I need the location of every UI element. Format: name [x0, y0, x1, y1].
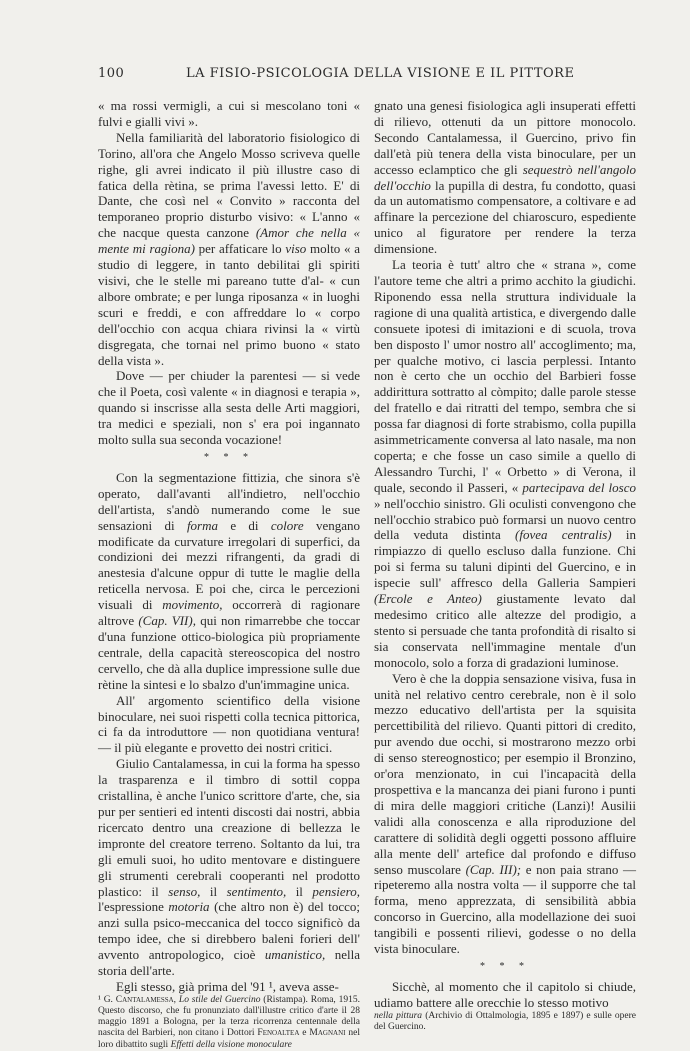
running-header [98, 66, 600, 84]
paragraph: « ma rossi vermigli, a cui si mescolano toni « fulvi e gialli vivi ». [98, 98, 360, 129]
paragraph: Nella familiarità del laboratorio fisiologico di Torino, all'ora che Angelo Mosso scriveva quelle righe, gli avrei indicato il più illustre caso di fatica della rètina, se prima l'avessi letto. E' di Dante, che così nel « Convito » racconta del temporaneo proprio disturbo visivo: « L'anno « che nacque questa canzone (Amor che nella « mente mi ragiona) per affaticare lo viso molto « a studio di leggere, in tanto debilitai gli spiriti visivi, che le stelle mi pareano tutte d'al- « cun albore ombrate; e per lunga riposanza « in luoghi scuri e freddi, e con affreddare lo « corpo dell'occhio con acqua chiara rivinsi la « virtù disgregata, che tornai nel primo buono « stato della vista ». [98, 129, 360, 368]
paragraph: gnato una genesi fisiologica agli insuperati effetti di rilievo, ottenuti da un pittore monocolo. Secondo Cantalamessa, il Guercino, privo fin dall'età più tenera della vista binoculare, per un accesso eclamptico che gli sequestrò nell'angolo dell'occhio la pupilla di destra, fu condotto, quasi da un automatismo compensatore, a coltivare e ad affinare la percezione del chiaroscuro, espediente unico al figuratore per rendere la terza dimensione. [374, 98, 636, 257]
paragraph: La teoria è tutt' altro che « strana », come l'autore teme che altri a primo acchito la giudichi. Riponendo essa nella struttura individuale la ragione di una qualità artistica, e divergendo dalle consuete ipotesi di imitazioni e di scuola, trova ben disposto l' umor nostro all' accoglimento; ma, per qualche motivo, ci lascia perplessi. Intanto non è certo che un occhio del Barbieri fosse addirittura sottratto al còmpito; dalle parole stesse del fratello e dai ritratti del tempo, sembra che si possa far diagnosi di forte strabismo, colla pupilla asimmetricamente conversa al lato nasale, ma non coperta; e che fosse un caso simile a quello di Alessandro Turchi, l' « Orbetto » di Verona, il quale, secondo il Passeri, « partecipava del losco » nell'occhio sinistro. Gli oculisti convengono che nell'occhio strabico può formarsi un nuovo centro della veduta distinta (fovea centralis) in rimpiazzo di quello escluso dalla funzione. Chi poi si ferma su taluni dipinti del Guercino, e in ispecie sull' affresco della Galleria Sampieri (Ercole e Anteo) giustamente levato dal medesimo critico alle altezze del prodigio, a stento si persuade che tanta profondità di risalto si sia conservata nell'immagine mentale d'un monocolo, solo a forza di gradazioni luminose. [374, 257, 636, 670]
running-title: LA FISIO-PSICOLOGIA DELLA VISIONE E IL PITTORE [186, 66, 575, 81]
paragraph: Giulio Cantalamessa, in cui la forma ha spesso la trasparenza e il timbro di sottil coppa cristallina, è anche l'unico scrittore d'arte, che, sia pur per sentieri ed intenti discosti dai nostri, abbia ricercato dentro una creazione di bellezza le impronte del creatore terreno. Soltanto da lui, tra gli emuli suoi, ho udito mentovare e distinguere gli strumenti cerebrali cooperanti nel prodotto plastico: il senso, il sentimento, il pensiero, l'espressione motoria (che altro non è) del tocco; anzi sulla psico-meccanica del tocco significò da tempo idee, che si direbbero baleni forieri dell' avvento antropologico, cioè umanistico, nella storia dell'arte. [98, 756, 361, 979]
footnote: ¹ G. Cantalamessa, Lo stile del Guercino (Ristampa). Roma, 1915. Questo discorso, che fu pronunziato dall'illustre critico d'arte il 28 maggio 1891 a Bologna, per la terza ricorrenza centennale della nascita del Barbieri, non citano i Dottori Fenoaltea e Magnani nel loro dibattito sugli Effetti della visione monoculare [98, 994, 361, 1050]
section-divider: * * * [480, 960, 530, 972]
left-column [98, 98, 360, 1051]
footnote-continuation: nella pittura (Archivio di Ottalmologia, 1895 e 1897) e sulle opere del Guercino. [374, 1010, 636, 1032]
paragraph: Sicchè, al momento che il capitolo si chiude, udiamo battere alle orecchie lo stesso motivo [374, 978, 636, 1010]
page-number: 100 [98, 66, 125, 81]
section-divider: * * * [204, 451, 254, 463]
paragraph: Vero è che la doppia sensazione visiva, fusa in unità nel relativo centro cerebrale, non è il solo mezzo educativo dell'artista per la squisita percettibilità del rilievo. Quanti pittori di credito, pur avendo due occhi, si mostrarono mezzo orbi di senso stereognostico; per esempio il Bronzino, or'ora menzionato, in cui l'incapacità della prospettiva e la mancanza dei piani furono i punti di mira delle maggiori critiche (Lanzi)! Ausilii validi alla conoscenza e alla riproduzione del carattere di solidità degli oggetti possono affluire alla mente dell' artefice dal profondo e diffuso senso muscolare (Cap. III); e non paia strano — ripeteremo alla nostra volta — il supporre che tal forma, meno apprezzata, di sensibilità abbia concorso in Guercino, alla modellazione dei suoi tangibili e possenti rilievi, godesse o no della vista binoculare. [374, 670, 636, 957]
right-column [374, 98, 636, 1033]
paragraph: Egli stesso, già prima del '91 ¹, aveva asse- [116, 978, 339, 994]
paragraph: Con la segmentazione fittizia, che sinora s'è operato, dall'avanti all'indietro, nell'occhio dell'artista, s'andò numerando come le sue sensazioni di forma e di colore vengano modificate da curvature irregolari di superfici, da condizioni dei mezzi rifrangenti, da gradi di anestesia d'alcune oppur di tutte le maglie della reticella nervosa. E poi che, circa le percezioni visuali di movimento, occorrerà di ragionare altrove (Cap. VII), qui non rimarrebbe che toccar d'una funzione ottico-biologica più propriamente centrale, della capacità stereoscopica del nostro cervello, che dà alla duplice impressione sulle due rètine la sintesi e lo sbalzo d'un'immagine unica. [98, 469, 360, 692]
paragraph: All' argomento scientifico della visione binoculare, nei suoi rispetti colla tecnica pittorica, ci fa da introduttore — non quotidiana ventura! — il più elegante e provetto dei nostri critici. [98, 692, 360, 756]
paragraph: Dove — per chiuder la parentesi — si vede che il Poeta, così valente « in diagnosi e terapia », quando si inscrisse alla sesta delle Arti maggiori, tra medici e speziali, non s' era poi ingannato molto sulla sua seconda vocazione! [98, 368, 360, 448]
